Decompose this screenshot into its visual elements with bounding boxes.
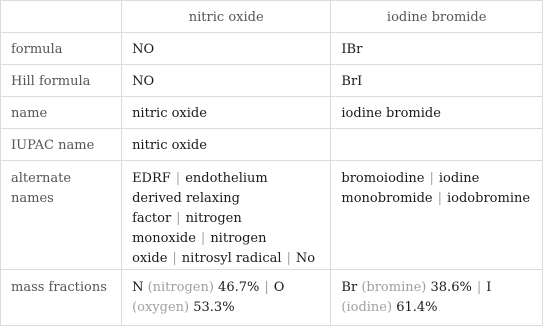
element-symbol: I (486, 280, 492, 295)
element-symbol: O (273, 280, 285, 295)
row-label-alternate-names: alternate names (1, 161, 122, 270)
row-mass-fractions (1, 270, 543, 326)
element-symbol: Br (341, 280, 358, 295)
row-formula (1, 33, 543, 65)
header-row (1, 1, 543, 33)
element-name: (bromine) (361, 280, 427, 295)
cell-formula-nitric-oxide: NO (122, 33, 331, 65)
cell-hill-nitric-oxide: NO (122, 65, 331, 97)
column-header-iodine-bromide: iodine bromide (331, 1, 543, 33)
separator: | (429, 171, 434, 186)
row-label-mass-fractions: mass fractions (1, 270, 122, 326)
cell-name-iodine-bromide: iodine bromide (331, 97, 543, 129)
element-symbol: N (132, 280, 144, 295)
row-hill-formula (1, 65, 543, 97)
alt-name: EDRF (132, 171, 171, 186)
separator: | (200, 231, 206, 246)
cell-name-nitric-oxide: nitric oxide (122, 97, 331, 129)
row-label-hill-formula: Hill formula (1, 65, 122, 97)
alt-name: nitrogen oxide (132, 231, 267, 266)
separator: | (437, 191, 442, 206)
separator: | (176, 211, 181, 226)
separator: | (286, 251, 291, 266)
separator: | (264, 280, 269, 295)
separator: | (172, 251, 177, 266)
row-label-formula: formula (1, 33, 122, 65)
row-name (1, 97, 543, 129)
cell-hill-iodine-bromide: BrI (331, 65, 543, 97)
mass-value: 53.3% (193, 300, 235, 315)
element-name: (iodine) (341, 300, 393, 315)
row-alternate-names (1, 161, 543, 270)
separator: | (175, 171, 181, 186)
cell-mass-nitric-oxide (122, 270, 331, 326)
element-name: (nitrogen) (147, 280, 214, 295)
mass-value: 61.4% (396, 300, 438, 315)
alt-name: iodobromine (447, 191, 531, 206)
row-label-name: name (1, 97, 122, 129)
cell-iupac-nitric-oxide: nitric oxide (122, 129, 331, 161)
alt-name: iodine monobromide (341, 171, 480, 206)
cell-mass-iodine-bromide (331, 270, 543, 326)
alt-name: No (295, 251, 316, 266)
separator: | (476, 280, 482, 295)
cell-alt-nitric-oxide (122, 161, 331, 270)
alt-name: endothelium derived relaxing factor (132, 171, 268, 226)
alt-name: bromoiodine (341, 171, 425, 186)
alt-name: nitrogen monoxide (132, 211, 242, 246)
row-iupac-name (1, 129, 543, 161)
mass-value: 46.7% (218, 280, 260, 295)
cell-formula-iodine-bromide: IBr (331, 33, 543, 65)
column-header-nitric-oxide: nitric oxide (122, 1, 331, 33)
alt-name: nitrosyl radical (181, 251, 282, 266)
row-label-iupac-name: IUPAC name (1, 129, 122, 161)
mass-value: 38.6% (430, 280, 472, 295)
element-name: (oxygen) (132, 300, 190, 315)
cell-alt-iodine-bromide (331, 161, 543, 270)
corner-cell (1, 1, 122, 33)
cell-iupac-iodine-bromide (331, 129, 543, 161)
